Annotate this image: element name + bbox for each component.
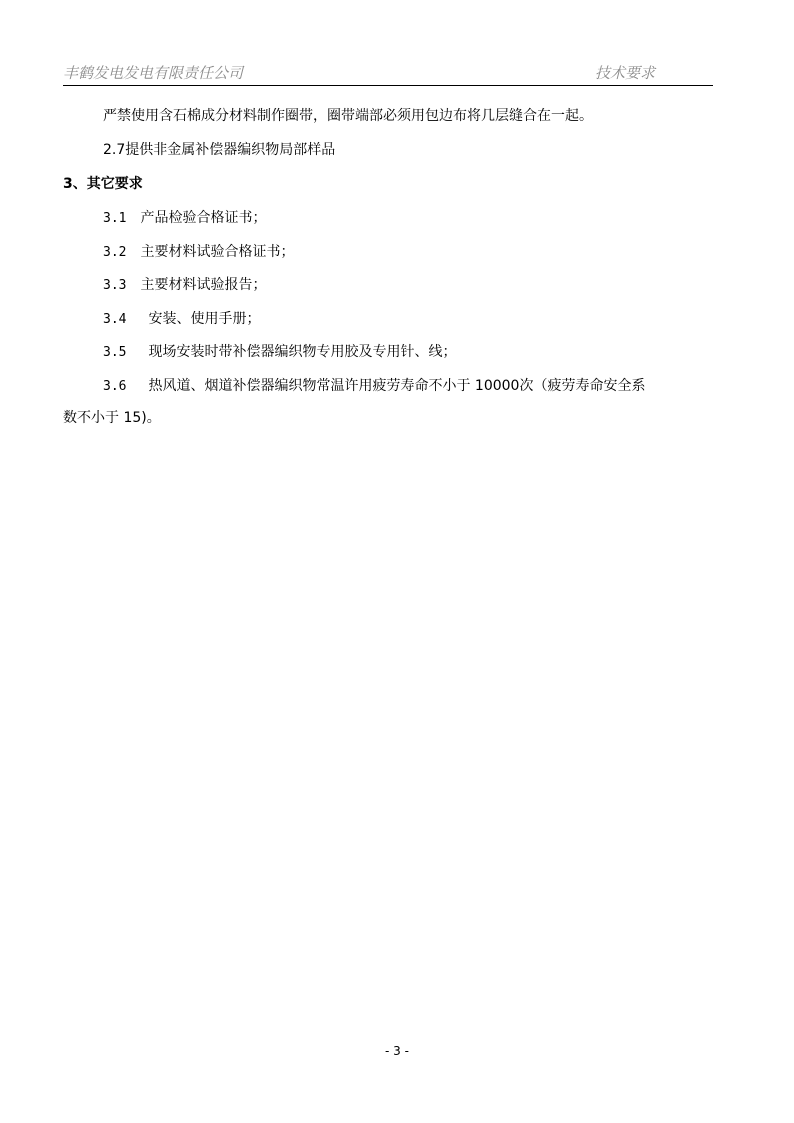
item-text: 产品检验合格证书； <box>140 210 267 226</box>
list-item <box>103 208 266 229</box>
list-item <box>103 275 266 296</box>
item-2-7: 2.7提供非金属补偿器编织物局部样品 <box>103 142 336 158</box>
item-text: 现场安装时带补偿器编织物专用胶及专用针、线； <box>148 344 457 360</box>
header-company-name: 丰鹤发电发电有限责任公司 <box>63 64 244 82</box>
item-number: 3.5 <box>103 345 127 360</box>
item-text: 主要材料试验合格证书； <box>140 244 295 260</box>
item-number: 3.3 <box>103 278 127 293</box>
paragraph-asbestos-ban: 严禁使用含石棉成分材料制作圈带，圈带端部必须用包边布将几层缝合在一起。 <box>103 108 593 124</box>
item-number: 3.1 <box>103 211 127 226</box>
page-header <box>63 60 713 86</box>
list-item <box>103 376 645 397</box>
item-number: 3.4 <box>103 312 127 327</box>
item-number: 3.6 <box>103 379 127 394</box>
item-text: 安装、使用手册； <box>148 311 261 327</box>
section-heading-3: 3、其它要求 <box>63 176 143 192</box>
item-number: 3.2 <box>103 245 127 260</box>
list-item <box>103 342 456 363</box>
list-item <box>103 309 260 330</box>
header-section-title: 技术要求 <box>594 64 655 82</box>
item-text: 主要材料试验报告； <box>140 277 267 293</box>
item-3-6-continuation: 数不小于 15)。 <box>63 410 161 426</box>
page-number: - 3 - <box>385 1044 409 1058</box>
item-text: 热风道、烟道补偿器编织物常温许用疲劳寿命不小于 10000次（疲劳寿命安全系 <box>148 378 646 394</box>
list-item <box>103 242 294 263</box>
